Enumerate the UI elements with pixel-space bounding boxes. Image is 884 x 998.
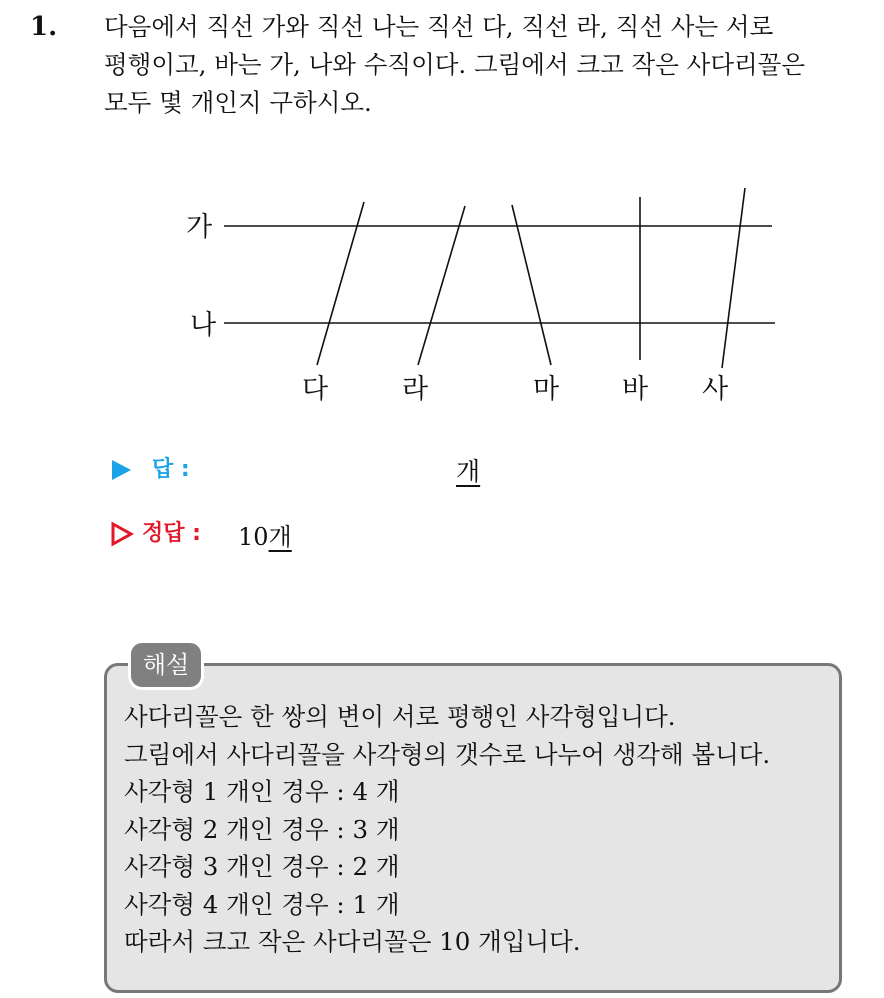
label-da: 다 <box>302 374 329 405</box>
question-line: 모두 몇 개인지 구하시오. <box>104 88 372 117</box>
explanation-text <box>124 698 770 961</box>
label-ma: 마 <box>533 374 560 405</box>
explanation-line: 사각형 2 개인 경우 : 3 개 <box>124 814 400 844</box>
line-figure <box>0 0 884 430</box>
answer-row <box>110 452 190 483</box>
explanation-tab: 해설 <box>128 640 204 690</box>
answer-label: 답 : <box>152 457 190 482</box>
label-na: 나 <box>190 310 217 341</box>
correct-marker-icon <box>110 521 134 547</box>
explanation-line: 사각형 4 개인 경우 : 1 개 <box>124 889 400 919</box>
label-ga: 가 <box>186 212 213 243</box>
explanation-line: 따라서 크고 작은 사다리꼴은 10 개입니다. <box>124 927 581 956</box>
explanation-line: 사각형 1 개인 경우 : 4 개 <box>124 777 400 806</box>
label-sa: 사 <box>702 374 729 405</box>
correct-unit: 개 <box>268 523 292 551</box>
line-sa <box>722 188 745 368</box>
explanation-line: 그림에서 사다리꼴을 사각형의 갯수로 나누어 생각해 봅니다. <box>124 739 771 769</box>
explanation-line: 사각형 3 개인 경우 : 2 개 <box>124 852 400 881</box>
question-line: 평행이고, 바는 가, 나와 수직이다. 그림에서 크고 작은 사다리꼴은 <box>104 50 806 79</box>
correct-label: 정답 : <box>142 521 201 546</box>
line-ma <box>512 205 551 365</box>
correct-value: 10 <box>238 523 269 551</box>
correct-answer <box>238 517 292 552</box>
correct-row <box>110 516 201 547</box>
answer-marker-icon <box>110 458 132 482</box>
question-number: 1. <box>30 12 58 42</box>
line-ra <box>418 206 465 365</box>
answer-unit: 개 <box>456 457 481 486</box>
label-ba: 바 <box>622 374 649 405</box>
label-ra: 라 <box>402 374 429 405</box>
explanation-line: 사다리꼴은 한 쌍의 변이 서로 평행인 사각형입니다. <box>124 702 676 731</box>
question-line: 다음에서 직선 가와 직선 나는 직선 다, 직선 라, 직선 사는 서로 <box>104 12 774 41</box>
